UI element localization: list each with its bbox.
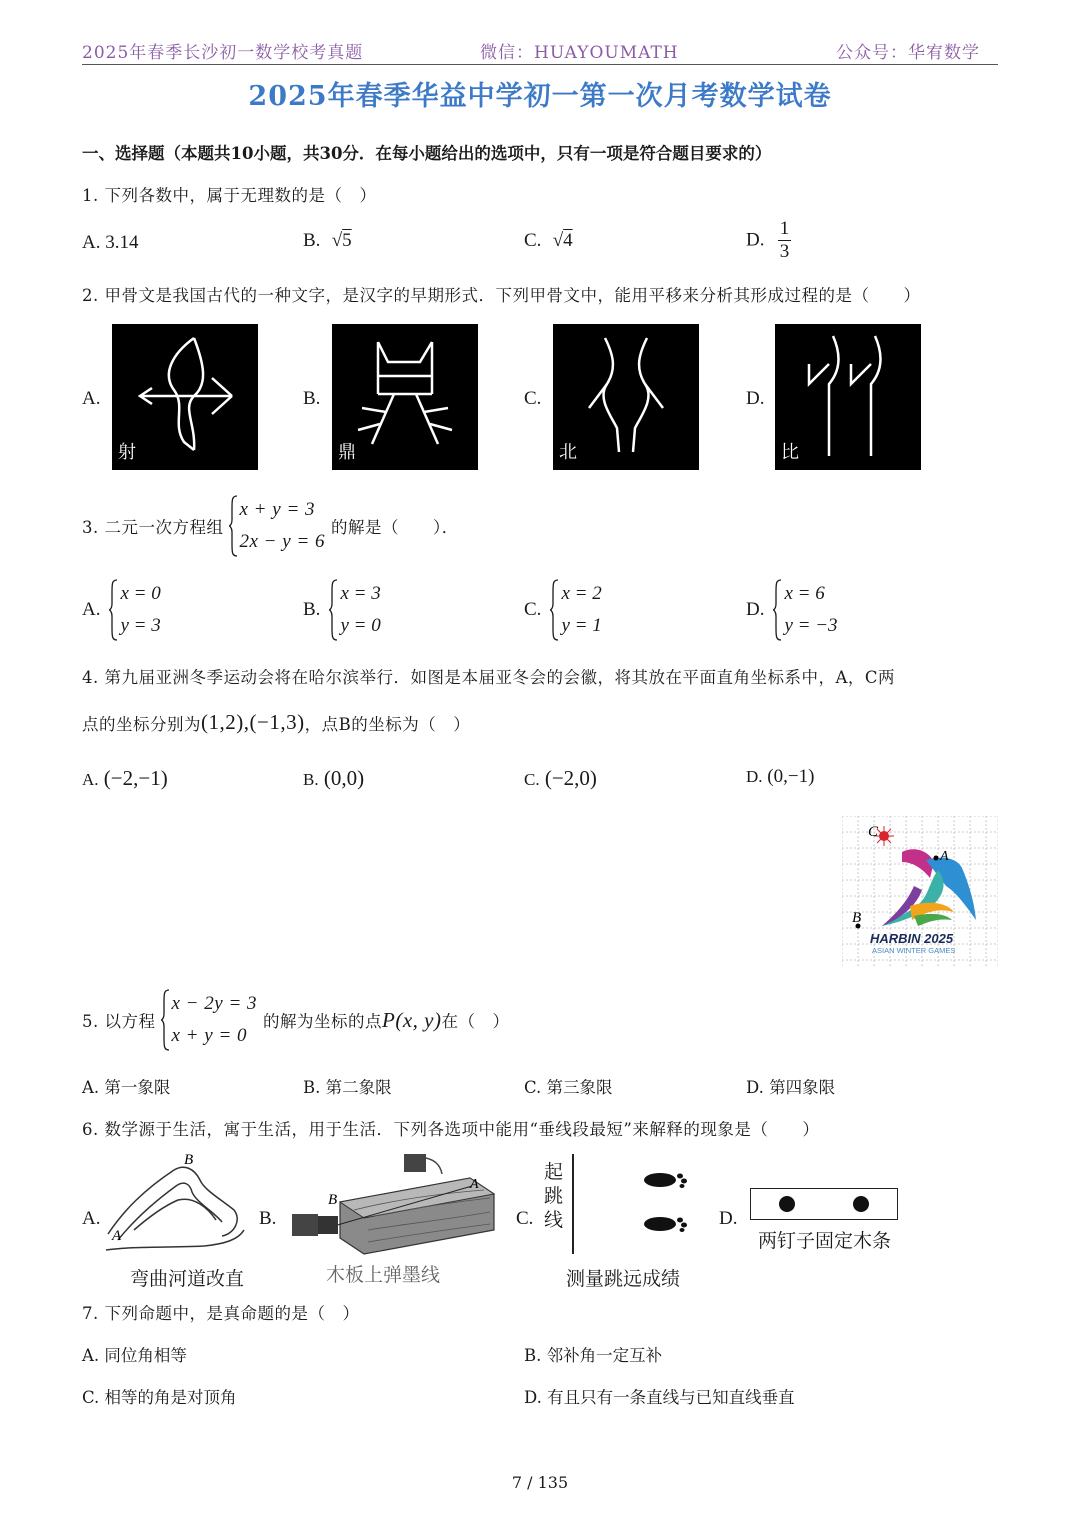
caption-a: 弯曲河道改直 — [130, 1268, 245, 1290]
q5-option-d: D. 第四象限 — [746, 1078, 836, 1097]
q1-c-radicand: 4 — [563, 230, 573, 251]
q2-label-d: D. — [746, 388, 765, 409]
q6-label-c: C. — [516, 1208, 534, 1229]
caption-d: 两钉子固定木条 — [758, 1230, 892, 1252]
q7-option-a: A. 同位角相等 — [82, 1346, 187, 1365]
q3-option-d: D. x = 6 y = −3 — [746, 578, 838, 642]
brace-icon — [772, 578, 782, 642]
oracle-char-a: 射 — [118, 442, 136, 463]
q4-line1: 4. 第九届亚洲冬季运动会将在哈尔滨举行．如图是本届亚冬会的会徽，将其放在平面直角坐标系中，A，C两 — [82, 668, 896, 687]
q1-option-c: C. √4 — [524, 230, 573, 251]
page-number: 7 / 135 — [511, 1473, 569, 1492]
plank-point-a: A — [470, 1177, 479, 1192]
q7-stem: 7. 下列命题中，是真命题的是（ ） — [82, 1304, 360, 1323]
q2-label-b: B. — [303, 388, 321, 409]
caption-c: 测量跳远成绩 — [566, 1268, 681, 1290]
hand-top-icon — [404, 1154, 426, 1172]
nail-icon — [779, 1196, 795, 1212]
q6-label-b: B. — [259, 1208, 277, 1229]
start-line — [572, 1154, 574, 1254]
q5-option-a: A. 第一象限 — [82, 1078, 171, 1097]
q1-option-a: A. 3.14 — [82, 232, 139, 253]
q3-stem: 3. 二元一次方程组 x + y = 3 2x − y = 6 的解是（ ）． — [82, 494, 459, 558]
brace-icon — [228, 494, 238, 558]
river-figure — [104, 1150, 254, 1268]
header-divider — [82, 64, 998, 65]
q5-option-c: C. 第三象限 — [524, 1078, 613, 1097]
oracle-she-image — [112, 324, 258, 470]
q2-label-c: C. — [524, 388, 542, 409]
q7-option-d: D. 有且只有一条直线与已知直线垂直 — [524, 1388, 795, 1407]
oracle-char-d: 比 — [781, 442, 799, 463]
brace-icon — [328, 578, 338, 642]
river-drawing — [104, 1150, 254, 1268]
q4-option-d: D. (0,−1) — [746, 766, 815, 787]
q5-option-b: B. 第二象限 — [303, 1078, 392, 1097]
q5-stem: 5. 以方程 x − 2y = 3 x + y = 0 的解为坐标的点 P(x, y) 在（ ） — [82, 988, 509, 1052]
q4-coords: (1,2),(−1,3) — [201, 710, 305, 734]
oracle-bei-image — [553, 324, 699, 470]
footprints-icon — [640, 1166, 696, 1242]
q4-option-b: B. (0,0) — [303, 766, 365, 790]
plank-drawing — [284, 1150, 498, 1258]
header-right: 公众号：华宥数学 — [836, 43, 980, 63]
equation-system: x + y = 3 2x − y = 6 — [228, 494, 326, 558]
q1-b-radicand: 5 — [342, 230, 352, 251]
river-point-b: B — [184, 1152, 194, 1168]
q7-option-b: B. 邻补角一定互补 — [524, 1346, 663, 1365]
plank-figure — [284, 1150, 498, 1258]
header-center: 微信：HUAYOUMATH — [480, 43, 679, 63]
nail-icon — [853, 1196, 869, 1212]
q7-option-c: C. 相等的角是对顶角 — [82, 1388, 237, 1407]
q6-label-d: D. — [719, 1208, 738, 1229]
start-line-label: 起 跳 线 — [544, 1161, 564, 1231]
wood-strip — [750, 1188, 898, 1220]
page-title: 2025年春季华益中学初一第一次月考数学试卷 — [248, 81, 832, 112]
q4-option-c: C. (−2,0) — [524, 766, 597, 790]
header-left: 2025年春季长沙初一数学校考真题 — [82, 43, 364, 63]
harbin-logo-figure — [842, 816, 998, 968]
harbin-logo-grid — [842, 816, 998, 968]
q6-stem: 6. 数学源于生活，寓于生活，用于生活．下列各选项中能用“垂线段最短”来解释的现象是（ ） — [82, 1120, 820, 1139]
q2-label-a: A. — [82, 388, 101, 409]
q2-stem: 2. 甲骨文是我国古代的一种文字，是汉字的早期形式．下列甲骨文中，能用平移来分析其形成过程的是（ ） — [82, 286, 921, 305]
river-point-a: A — [112, 1228, 122, 1244]
brace-icon — [160, 988, 170, 1052]
q1-option-b: B. √5 — [303, 230, 352, 251]
oracle-ding-image — [332, 324, 478, 470]
logo-subtitle: ASIAN WINTER GAMES — [872, 946, 956, 955]
q1-stem: 1. 下列各数中，属于无理数的是（ ） — [82, 186, 377, 205]
q4-option-a: A. (−2,−1) — [82, 766, 168, 790]
caption-b: 木板上弹墨线 — [326, 1264, 441, 1286]
section-heading: 一、选择题（本题共10小题，共30分．在每小题给出的选项中，只有一项是符合题目要求的） — [82, 144, 772, 163]
logo-brand: HARBIN 2025 — [870, 931, 954, 946]
oracle-char-b: 鼎 — [338, 442, 356, 463]
logo-point-c: C — [868, 824, 879, 840]
q6-label-a: A. — [82, 1208, 101, 1229]
oracle-char-c: 北 — [559, 442, 577, 463]
plank-point-b: B — [328, 1192, 338, 1208]
fraction: $\frac{1}{3}$ — [779, 218, 790, 262]
q3-option-b: B. x = 3 y = 0 — [303, 578, 381, 642]
oracle-bi-image — [775, 324, 921, 470]
brace-icon — [549, 578, 559, 642]
q3-option-c: C. x = 2 y = 1 — [524, 578, 602, 642]
logo-point-b: B — [852, 910, 862, 926]
equation-system: x − 2y = 3 x + y = 0 — [160, 988, 258, 1052]
hand-left-icon — [292, 1214, 318, 1236]
q5-point: P(x, y) — [382, 1007, 442, 1032]
q4-line2: 点的坐标分别为 (1,2),(−1,3) ，点B的坐标为（ ） — [82, 710, 471, 734]
q3-option-a: A. x = 0 y = 3 — [82, 578, 161, 642]
q1-option-d: D. $\frac{1}{3}$ — [746, 218, 790, 262]
brace-icon — [108, 578, 118, 642]
logo-point-a: A — [940, 849, 949, 864]
